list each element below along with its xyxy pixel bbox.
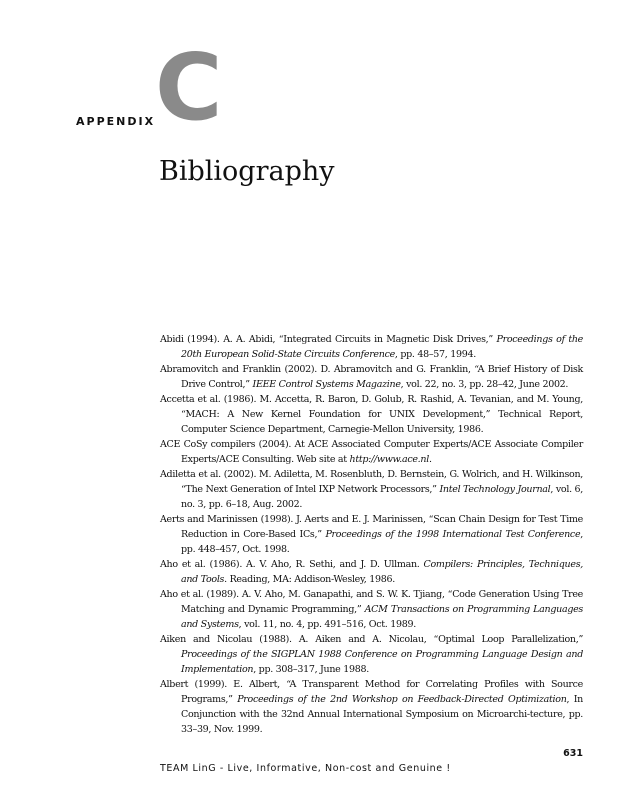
bibliography-entry bbox=[160, 332, 583, 362]
bibliography-entry bbox=[160, 677, 583, 737]
appendix-label: APPENDIX bbox=[76, 115, 156, 128]
entry-source-text: http://www.ace.nl bbox=[349, 454, 429, 465]
bibliography-entry bbox=[160, 362, 583, 392]
bibliography-list bbox=[160, 332, 583, 737]
entry-text: . Reading, MA: Addison-Wesley, 1986. bbox=[224, 574, 395, 585]
bibliography-entry bbox=[160, 467, 583, 512]
bibliography-entry bbox=[160, 392, 583, 437]
appendix-letter: C bbox=[155, 34, 223, 141]
entry-source-text: ACM Transactions on Programming Languages and Systems bbox=[181, 604, 583, 630]
bibliography-entry bbox=[160, 587, 583, 632]
entry-source-text: Proceedings of the 1998 International Test Conference bbox=[325, 529, 581, 540]
entry-text: , In Conjunction with the 32nd Annual International Symposium on Microarchi-tecture, pp. 33–39, Nov. 1999. bbox=[181, 694, 583, 735]
entry-source-text: Proceedings of the SIGPLAN 1988 Conference on Programming Language Design and Implementation bbox=[181, 649, 583, 675]
entry-text: Abidi (1994). A. A. Abidi, “Integrated Circuits in Magnetic Disk Drives,” bbox=[160, 334, 497, 345]
entry-text: Aiken and Nicolau (1988). A. Aiken and A. Nicolau, “Optimal Loop Parallelization,” bbox=[160, 634, 583, 645]
bibliography-entry bbox=[160, 512, 583, 557]
entry-text: Aerts and Marinissen (1998). J. Aerts and E. J. Marinissen, “Scan Chain Design for Test Time Reduction in Core-Based ICs,” bbox=[160, 514, 583, 540]
entry-source-text: Compilers: Principles, Techniques, and Tools bbox=[181, 559, 583, 585]
entry-text: . bbox=[428, 454, 432, 465]
entry-text: Aho et al. (1989). A. V. Aho, M. Ganapathi, and S. W. K. Tjiang, “Code Generation Using Tree Matching and Dynamic Programming,” bbox=[160, 589, 583, 615]
entry-source-text: Intel Technology Journal bbox=[439, 484, 551, 495]
entry-text: , vol. 11, no. 4, pp. 491–516, Oct. 1989. bbox=[238, 619, 416, 630]
entry-text: ACE CoSy compilers (2004). At ACE Associated Computer Experts/ACE Associate Compiler Experts/ACE Consulting. Web site at bbox=[160, 439, 583, 465]
entry-text: , pp. 448–457, Oct. 1998. bbox=[181, 529, 583, 555]
entry-source-text: IEEE Control Systems Magazine bbox=[252, 379, 401, 390]
entry-text: , pp. 308–317, June 1988. bbox=[253, 664, 369, 675]
footer-banner: TEAM LinG - Live, Informative, Non-cost and Genuine ! bbox=[160, 763, 451, 774]
entry-text: Albert (1999). E. Albert, “A Transparent Method for Correlating Profiles with Source Programs,” bbox=[160, 679, 583, 705]
entry-text: , pp. 48–57, 1994. bbox=[394, 349, 476, 360]
entry-text: Aho et al. (1986). A. V. Aho, R. Sethi, and J. D. Ullman. bbox=[160, 559, 424, 570]
entry-text: Accetta et al. (1986). M. Accetta, R. Baron, D. Golub, R. Rashid, A. Tevanian, and M. Young, “MACH: A New Kernel Foundation for UNIX Development,” Technical Report, Computer Science Department, Carnegie-Mellon University, 1986. bbox=[160, 394, 583, 435]
bibliography-entry bbox=[160, 557, 583, 587]
entry-text: , vol. 22, no. 3, pp. 28–42, June 2002. bbox=[400, 379, 569, 390]
page-number: 631 bbox=[563, 748, 583, 759]
entry-text: Adiletta et al. (2002). M. Adiletta, M. Rosenbluth, D. Bernstein, G. Wolrich, and H. Wilkinson, “The Next Generation of Intel IXP Network Processors,” bbox=[160, 469, 583, 495]
entry-text: Abramovitch and Franklin (2002). D. Abramovitch and G. Franklin, “A Brief History of Disk Drive Control,” bbox=[160, 364, 583, 390]
bibliography-entry bbox=[160, 437, 583, 467]
page-title: Bibliography bbox=[159, 156, 335, 187]
bibliography-entry bbox=[160, 632, 583, 677]
entry-source-text: Proceedings of the 2nd Workshop on Feedback-Directed Optimization bbox=[237, 694, 567, 705]
entry-source-text: Proceedings of the 20th European Solid-State Circuits Conference bbox=[181, 334, 583, 360]
entry-text: , vol. 6, no. 3, pp. 6–18, Aug. 2002. bbox=[181, 484, 583, 510]
